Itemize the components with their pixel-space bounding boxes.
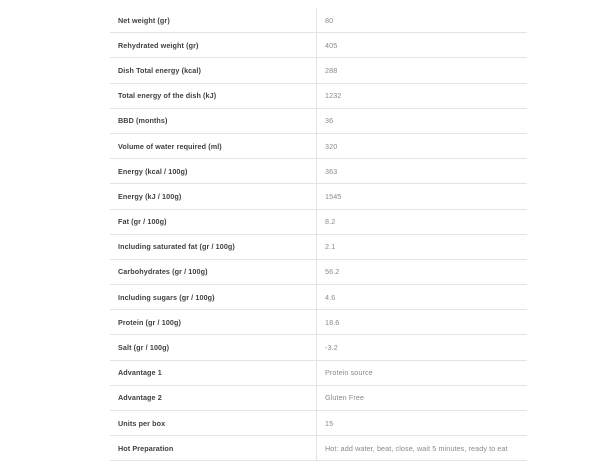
row-value: 36	[317, 108, 528, 133]
table-row	[110, 259, 527, 284]
row-value: 8.2	[317, 209, 528, 234]
row-label: Carbohydrates (gr / 100g)	[110, 259, 317, 284]
row-value: 2.1	[317, 234, 528, 259]
table-row	[110, 385, 527, 410]
row-label: Hot Preparation	[110, 436, 317, 461]
row-value: 1232	[317, 83, 528, 108]
row-label: Including sugars (gr / 100g)	[110, 285, 317, 310]
table-row	[110, 83, 527, 108]
table-row	[110, 335, 527, 360]
table-row	[110, 108, 527, 133]
row-value: 288	[317, 58, 528, 83]
table-row	[110, 285, 527, 310]
row-value: 56.2	[317, 259, 528, 284]
row-label: Rehydrated weight (gr)	[110, 33, 317, 58]
row-label: Units per box	[110, 411, 317, 436]
product-specification-table	[110, 8, 527, 461]
row-label: Salt (gr / 100g)	[110, 335, 317, 360]
row-value: 18.6	[317, 310, 528, 335]
row-value: -3.2	[317, 335, 528, 360]
table-row	[110, 360, 527, 385]
row-label: BBD (months)	[110, 108, 317, 133]
row-value: 405	[317, 33, 528, 58]
row-label: Fat (gr / 100g)	[110, 209, 317, 234]
row-label: Energy (kcal / 100g)	[110, 159, 317, 184]
table-row	[110, 159, 527, 184]
table-row	[110, 234, 527, 259]
row-label: Protein (gr / 100g)	[110, 310, 317, 335]
table-row	[110, 133, 527, 158]
row-label: Net weight (gr)	[110, 8, 317, 33]
table-body	[110, 8, 527, 461]
table-row	[110, 33, 527, 58]
table-row	[110, 58, 527, 83]
table-row	[110, 8, 527, 33]
row-value: Protein source	[317, 360, 528, 385]
row-label: Advantage 1	[110, 360, 317, 385]
row-value: 1545	[317, 184, 528, 209]
row-label: Dish Total energy (kcal)	[110, 58, 317, 83]
table-row	[110, 436, 527, 461]
row-value: Gluten Free	[317, 385, 528, 410]
row-label: Energy (kJ / 100g)	[110, 184, 317, 209]
row-value: 363	[317, 159, 528, 184]
row-value: 15	[317, 411, 528, 436]
row-value: 80	[317, 8, 528, 33]
row-label: Advantage 2	[110, 385, 317, 410]
row-value: 4.6	[317, 285, 528, 310]
row-value: 320	[317, 133, 528, 158]
table-row	[110, 310, 527, 335]
table-row	[110, 411, 527, 436]
row-value: Hot: add water, beat, close, wait 5 minutes, ready to eat	[317, 436, 528, 461]
row-label: Including saturated fat (gr / 100g)	[110, 234, 317, 259]
row-label: Total energy of the dish (kJ)	[110, 83, 317, 108]
table-row	[110, 209, 527, 234]
table-row	[110, 184, 527, 209]
row-label: Volume of water required (ml)	[110, 133, 317, 158]
